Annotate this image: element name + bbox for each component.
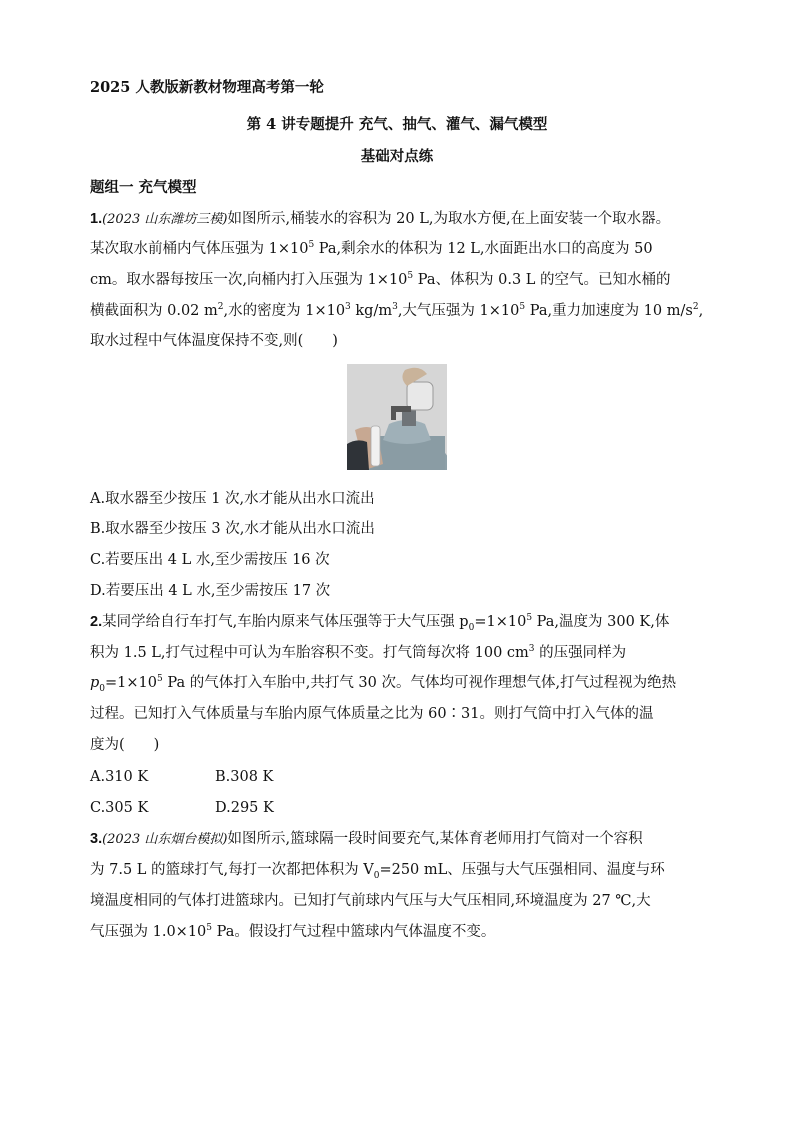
- q2-option-d: D.295 K: [215, 800, 274, 816]
- q3-line-2: 为 7.5 L 的篮球打气,每打一次都把体积为 $V_0=250$ mL、压强与大气压强相同、温度与环: [90, 862, 665, 881]
- q2-line-4: 过程。已知打入气体质量与车胎内原气体质量之比为 60∶31。则打气筒中打入气体的温: [90, 706, 654, 722]
- q3-line-1: 3.(2023 山东烟台模拟)如图所示,篮球隔一段时间要充气,某体育老师用打气筒对一个容积: [90, 831, 643, 847]
- q2-option-b: B.308 K: [215, 769, 274, 785]
- q1-line-1: 1.(2023 山东潍坊三模)如图所示,桶装水的容积为 20 L,为取水方便,在上面安装一个取水器。: [90, 211, 671, 227]
- q2-number: 2.: [90, 614, 103, 630]
- q1-line-4: 横截面积为 0.02 $m^2$,水的密度为 $1\times 10^3$ $kg/m^3$,大气压强为 $1\times 10^5$ Pa,重力加速度为 10 $m/s^2$,: [90, 302, 704, 319]
- q2-options-row-1: [90, 767, 274, 787]
- q3-source: (2023 山东烟台模拟): [102, 832, 228, 847]
- q1-option-b: B.取水器至少按压 3 次,水才能从出水口流出: [90, 521, 375, 537]
- q1-option-c: C.若要压出 4 L 水,至少需按压 16 次: [90, 552, 330, 568]
- q1-source: (2023 山东潍坊三模): [102, 212, 228, 227]
- q3-number: 3.: [90, 831, 103, 847]
- q1-line-2: 某次取水前桶内气体压强为 $1\times 10^5$ Pa,剩余水的体积为 12 L,水面距出水口的高度为 50: [90, 240, 653, 257]
- q3-line-4: 气压强为 $1.0\times 10^5$ Pa。假设打气过程中篮球内气体温度不变。: [90, 923, 496, 940]
- q2-options-row-2: [90, 798, 274, 818]
- q2-line-2: 积为 1.5 L,打气过程中可认为车胎容积不变。打气筒每次将 100 $cm^3$ 的压强同样为: [90, 644, 627, 661]
- section-title: 基础对点练: [360, 148, 434, 165]
- q2-line-1: 2.某同学给自行车打气,车胎内原来气体压强等于大气压强 $p_0=1\times 10^5$ Pa,温度为 300 K,体: [90, 613, 670, 633]
- lecture-title: 第 4 讲专题提升 充气、抽气、灌气、漏气模型: [246, 116, 548, 133]
- group-heading: 题组一 充气模型: [90, 179, 197, 196]
- water-dispenser-photo: [347, 364, 447, 470]
- q2-line-3: $p_0=1\times 10^5$ Pa 的气体打入车胎中,共打气 30 次。气体均可视作理想气体,打气过程视为绝热: [90, 674, 677, 694]
- q2-option-a: A.310 K: [90, 769, 149, 785]
- q3-line-3: 境温度相同的气体打进篮球内。已知打气前球内气压与大气压相同,环境温度为 27 ℃,大: [90, 893, 651, 909]
- q1-number: 1.: [90, 211, 103, 227]
- q2-line-5: 度为( ): [90, 737, 160, 753]
- q1-option-d: D.若要压出 4 L 水,至少需按压 17 次: [90, 583, 331, 599]
- series-title: 2025 人教版新教材物理高考第一轮: [90, 79, 324, 96]
- q1-line-3: cm。取水器每按压一次,向桶内打入压强为 $1\times 10^5$ Pa、体积为 0.3 L 的空气。已知水桶的: [90, 271, 671, 288]
- q1-line-5: 取水过程中气体温度保持不变,则( ): [90, 333, 338, 349]
- q1-option-a: A.取水器至少按压 1 次,水才能从出水口流出: [90, 491, 375, 507]
- water-dispenser-illustration: [347, 364, 447, 470]
- q2-option-c: C.305 K: [90, 800, 149, 816]
